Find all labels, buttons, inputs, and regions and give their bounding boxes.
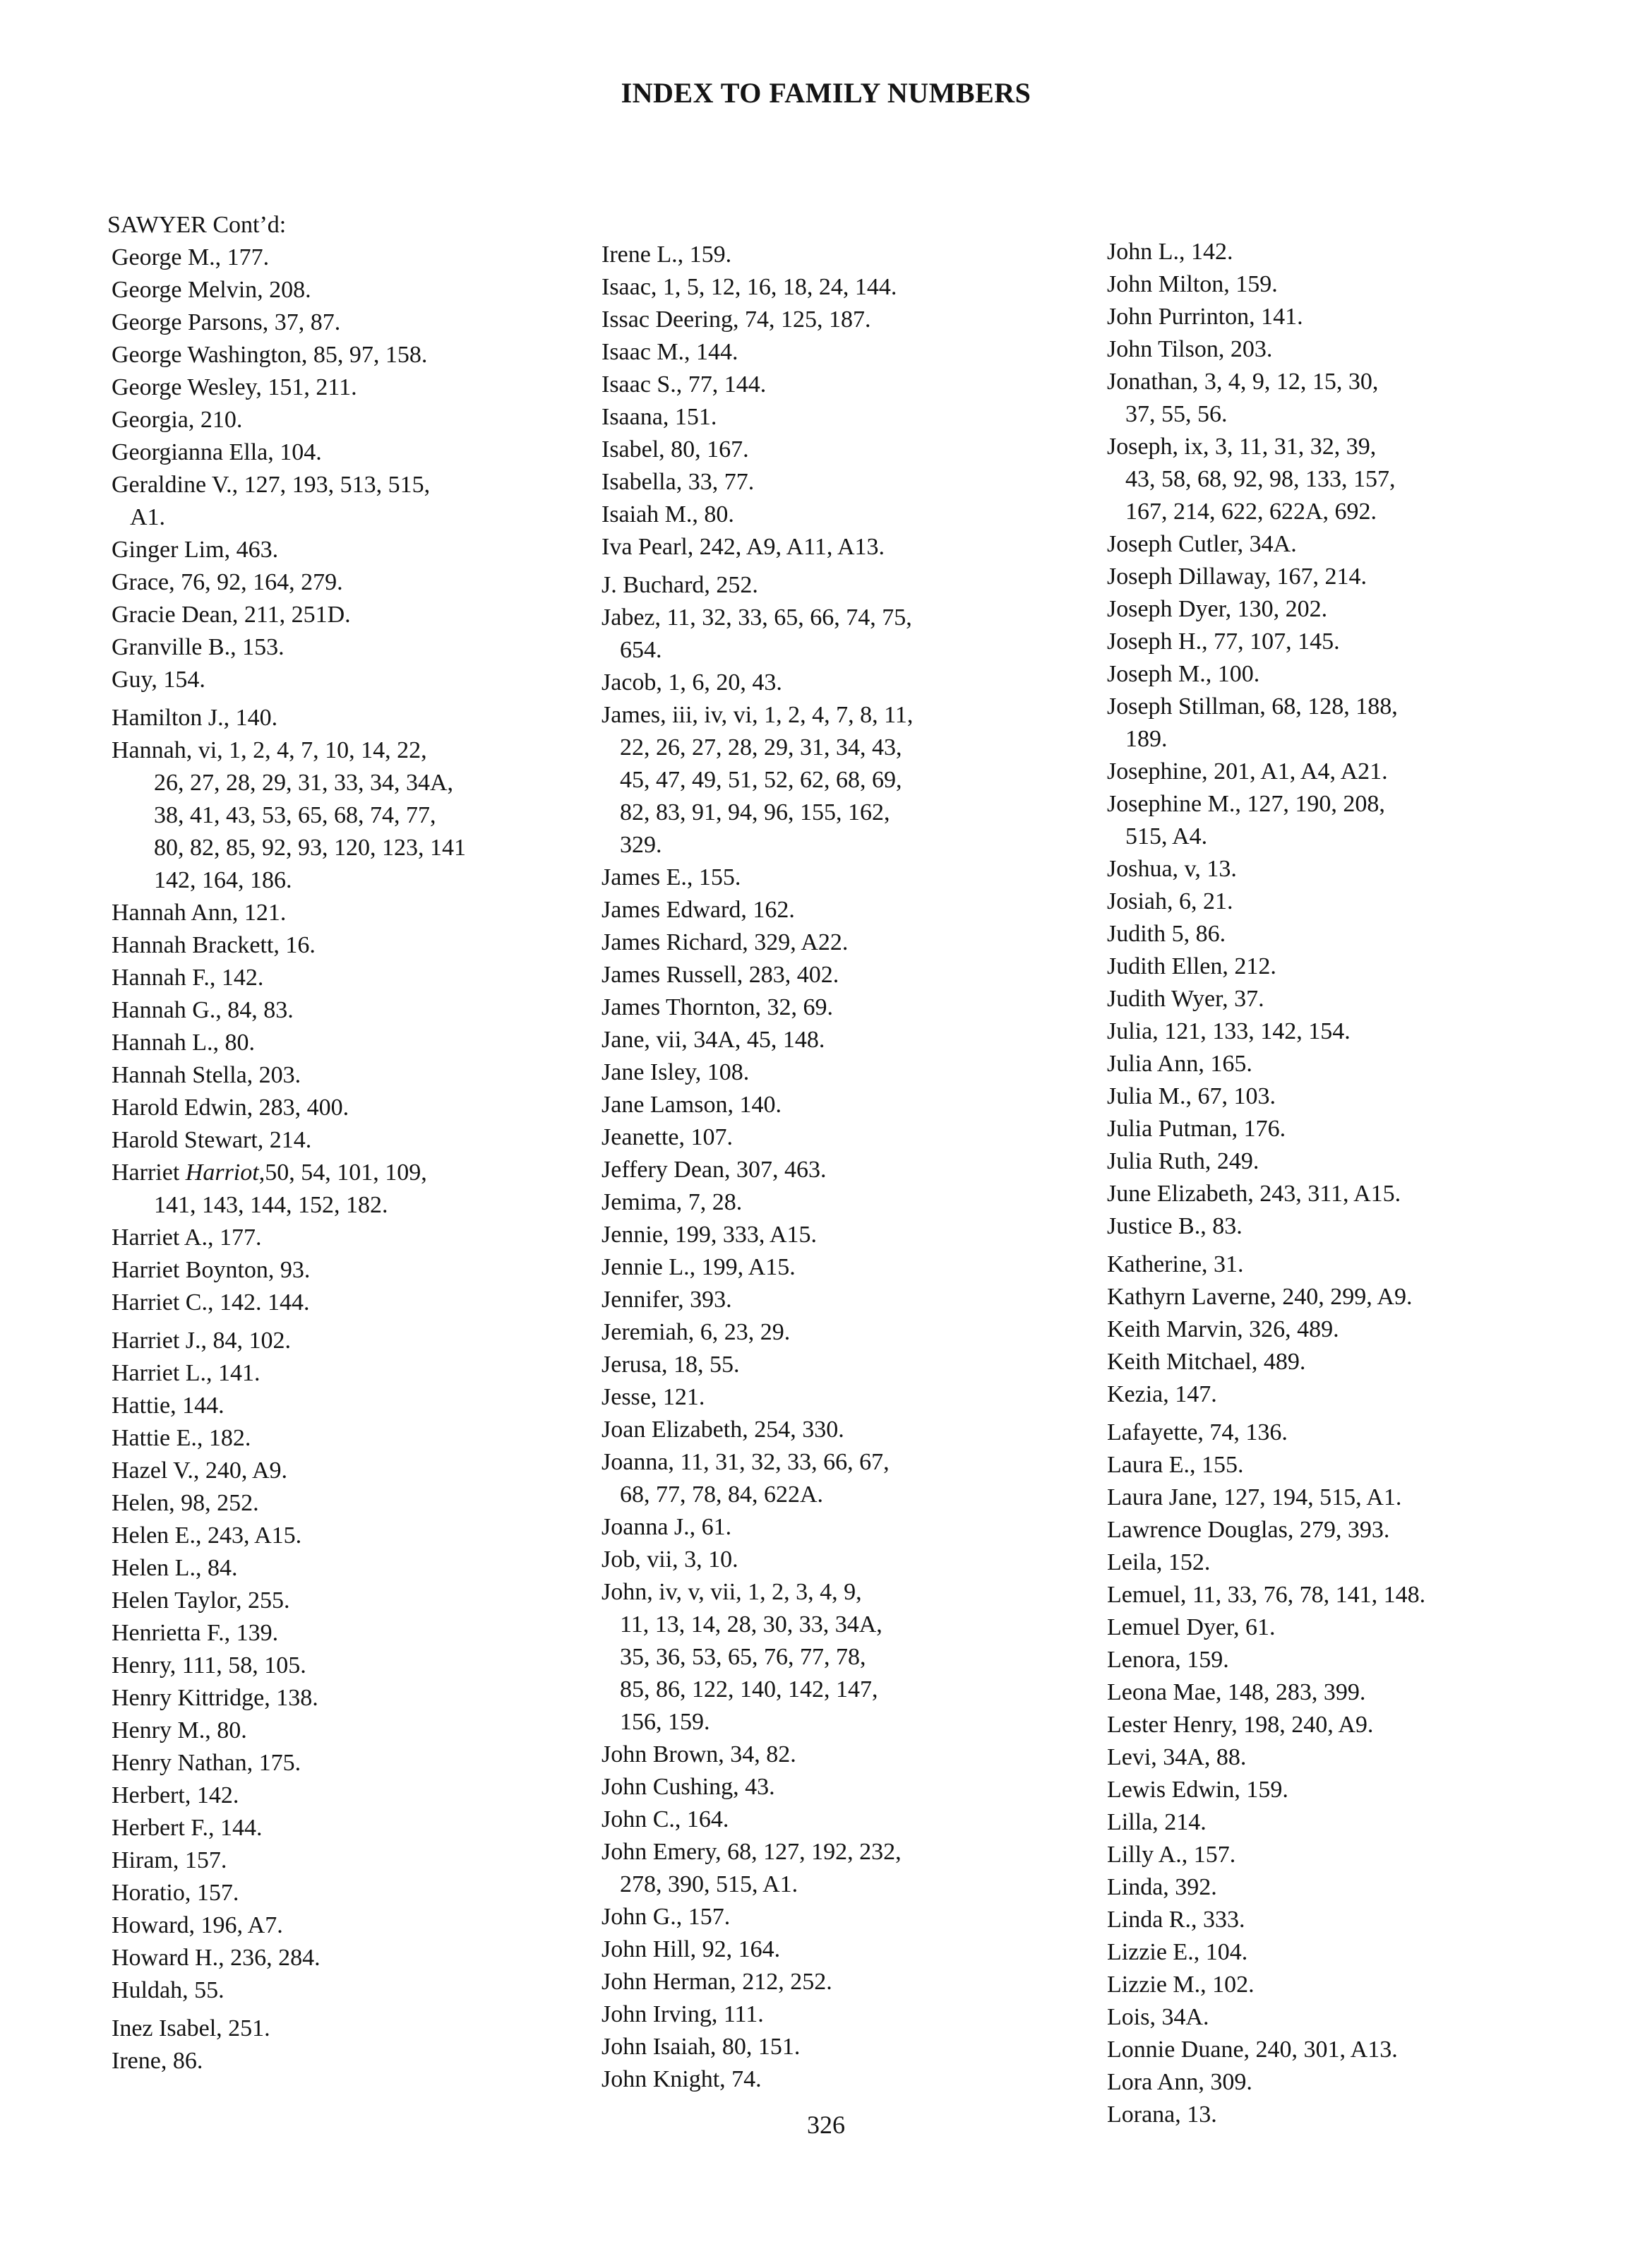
index-entry: Harriet C., 142. 144.: [112, 1289, 310, 1316]
index-entry: Hamilton J., 140.: [112, 705, 278, 731]
index-entry: Lawrence Douglas, 279, 393.: [1107, 1517, 1390, 1543]
index-entry: Hannah Stella, 203.: [112, 1062, 301, 1088]
index-entry: Jennie L., 199, A15.: [601, 1254, 796, 1280]
index-entry: Joseph, ix, 3, 11, 31, 32, 39,: [1107, 434, 1377, 460]
index-entry: Grace, 76, 92, 164, 279.: [112, 569, 343, 595]
index-entry-continuation: 43, 58, 68, 92, 98, 133, 157,: [1125, 466, 1396, 492]
index-entry: Harriet L., 141.: [112, 1360, 261, 1386]
index-entry: John Herman, 212, 252.: [601, 1969, 832, 1995]
index-entry: Jane Isley, 108.: [601, 1059, 750, 1085]
index-entry: Hattie, 144.: [112, 1393, 225, 1419]
index-entry: Issac Deering, 74, 125, 187.: [601, 306, 871, 333]
index-entry-continuation: 45, 47, 49, 51, 52, 62, 68, 69,: [620, 767, 902, 793]
index-entry: Lois, 34A.: [1107, 2004, 1209, 2030]
index-entry-continuation: 80, 82, 85, 92, 93, 120, 123, 141: [154, 835, 466, 861]
index-entry: Isaac S., 77, 144.: [601, 371, 767, 398]
index-entry: Harold Edwin, 283, 400.: [112, 1095, 349, 1121]
index-entry-continuation: 26, 27, 28, 29, 31, 33, 34, 34A,: [154, 770, 454, 796]
index-entry: Julia Putman, 176.: [1107, 1116, 1286, 1142]
index-entry: Henry Kittridge, 138.: [112, 1685, 318, 1711]
index-entry: Inez Isabel, 251.: [112, 2015, 270, 2041]
index-entry: Huldah, 55.: [112, 1977, 225, 2003]
index-entry-continuation: 329.: [620, 832, 662, 858]
index-entry: Isabella, 33, 77.: [601, 469, 755, 495]
index-entry: Levi, 34A, 88.: [1107, 1744, 1247, 1770]
index-entry: Hiram, 157.: [112, 1847, 227, 1873]
index-entry: Lenora, 159.: [1107, 1647, 1229, 1673]
index-entry: Leila, 152.: [1107, 1549, 1211, 1575]
index-entry: Lester Henry, 198, 240, A9.: [1107, 1712, 1374, 1738]
index-entry-continuation: 22, 26, 27, 28, 29, 31, 34, 43,: [620, 734, 902, 761]
index-entry: Guy, 154.: [112, 667, 205, 693]
index-entry-continuation: 167, 214, 622, 622A, 692.: [1125, 499, 1377, 525]
index-entry: John Emery, 68, 127, 192, 232,: [601, 1839, 902, 1865]
index-entry: Josiah, 6, 21.: [1107, 888, 1233, 914]
index-entry: Jerusa, 18, 55.: [601, 1352, 740, 1378]
index-entry: Harriet Harriot,50, 54, 101, 109,: [112, 1159, 427, 1186]
index-entry: Julia, 121, 133, 142, 154.: [1107, 1018, 1351, 1044]
index-entry: Josephine M., 127, 190, 208,: [1107, 791, 1385, 817]
index-entry: John Knight, 74.: [601, 2066, 762, 2092]
index-entry: Henry, 111, 58, 105.: [112, 1652, 306, 1678]
index-entry: Jane, vii, 34A, 45, 148.: [601, 1027, 825, 1053]
index-entry: Helen L., 84.: [112, 1555, 238, 1581]
index-entry-continuation: 35, 36, 53, 65, 76, 77, 78,: [620, 1644, 866, 1670]
index-entry: Irene, 86.: [112, 2048, 203, 2074]
index-entry-continuation: A1.: [130, 504, 166, 530]
page-number: 326: [807, 2111, 845, 2139]
index-entry: Isaana, 151.: [601, 404, 717, 430]
index-entry: Jemima, 7, 28.: [601, 1189, 743, 1215]
index-entry: John Tilson, 203.: [1107, 336, 1273, 362]
index-entry: Geraldine V., 127, 193, 513, 515,: [112, 472, 431, 498]
index-entry: John, iv, v, vii, 1, 2, 3, 4, 9,: [601, 1579, 862, 1605]
index-entry: Helen, 98, 252.: [112, 1490, 259, 1516]
index-entry: Lewis Edwin, 159.: [1107, 1777, 1288, 1803]
index-entry-continuation: 156, 159.: [620, 1709, 710, 1735]
index-entry: Henry M., 80.: [112, 1717, 247, 1743]
index-entry: John L., 142.: [1107, 239, 1233, 265]
index-entry: Julia M., 67, 103.: [1107, 1083, 1276, 1109]
index-entry: James Russell, 283, 402.: [601, 962, 839, 988]
index-entry: Hannah Ann, 121.: [112, 900, 287, 926]
index-section-heading: SAWYER Cont’d:: [107, 212, 287, 238]
index-entry: George Parsons, 37, 87.: [112, 309, 341, 335]
index-entry: John Irving, 111.: [601, 2001, 764, 2027]
index-entry: Jennie, 199, 333, A15.: [601, 1222, 818, 1248]
index-entry-continuation: 82, 83, 91, 94, 96, 155, 162,: [620, 799, 890, 825]
index-entry: Joseph M., 100.: [1107, 661, 1260, 687]
index-entry: Judith Wyer, 37.: [1107, 986, 1264, 1012]
index-entry: Harriet J., 84, 102.: [112, 1328, 292, 1354]
index-entry: John Isaiah, 80, 151.: [601, 2034, 801, 2060]
index-entry: Isabel, 80, 167.: [601, 436, 749, 463]
index-entry: Lora Ann, 309.: [1107, 2069, 1252, 2095]
index-entry: Isaiah M., 80.: [601, 501, 734, 527]
index-entry: Lilly A., 157.: [1107, 1842, 1236, 1868]
index-entry: June Elizabeth, 243, 311, A15.: [1107, 1181, 1401, 1207]
index-entry: Ginger Lim, 463.: [112, 537, 279, 563]
index-entry: Isaac, 1, 5, 12, 16, 18, 24, 144.: [601, 274, 897, 300]
index-entry-continuation: 11, 13, 14, 28, 30, 33, 34A,: [620, 1611, 882, 1638]
page-title: INDEX TO FAMILY NUMBERS: [621, 77, 1031, 109]
index-entry: George Melvin, 208.: [112, 277, 311, 303]
index-entry-continuation: 37, 55, 56.: [1125, 401, 1228, 427]
index-entry: Leona Mae, 148, 283, 399.: [1107, 1679, 1366, 1705]
index-entry: Joseph H., 77, 107, 145.: [1107, 628, 1340, 655]
index-entry: Hannah G., 84, 83.: [112, 997, 294, 1023]
index-entry: Judith Ellen, 212.: [1107, 953, 1276, 979]
index-entry: Hannah L., 80.: [112, 1030, 256, 1056]
index-entry: Harold Stewart, 214.: [112, 1127, 312, 1153]
index-entry: Hazel V., 240, A9.: [112, 1457, 288, 1484]
index-entry: Hannah Brackett, 16.: [112, 932, 316, 958]
index-entry: Jesse, 121.: [601, 1384, 705, 1410]
index-entry: Hattie E., 182.: [112, 1425, 251, 1451]
index-entry: Julia Ann, 165.: [1107, 1051, 1252, 1077]
index-entry: George Wesley, 151, 211.: [112, 374, 357, 400]
index-entry: John Hill, 92, 164.: [601, 1936, 781, 1962]
index-entry: Georgia, 210.: [112, 407, 243, 433]
index-entry-continuation: 68, 77, 78, 84, 622A.: [620, 1481, 824, 1508]
index-entry: Horatio, 157.: [112, 1880, 239, 1906]
index-entry: George M., 177.: [112, 244, 270, 270]
index-entry: Harriet Boynton, 93.: [112, 1257, 311, 1283]
index-entry: Joseph Cutler, 34A.: [1107, 531, 1297, 557]
index-entry: Jabez, 11, 32, 33, 65, 66, 74, 75,: [601, 604, 912, 631]
index-entry: Georgianna Ella, 104.: [112, 439, 322, 465]
index-entry: Harriet A., 177.: [112, 1224, 262, 1251]
index-entry: Judith 5, 86.: [1107, 921, 1226, 947]
index-entry: Lonnie Duane, 240, 301, A13.: [1107, 2037, 1398, 2063]
index-entry-continuation: 142, 164, 186.: [154, 867, 292, 893]
index-entry: Keith Mitchael, 489.: [1107, 1349, 1306, 1375]
index-entry: Helen Taylor, 255.: [112, 1587, 290, 1614]
index-entry: Lorana, 13.: [1107, 2101, 1217, 2128]
index-entry: James Edward, 162.: [601, 897, 795, 923]
index-entry: James E., 155.: [601, 864, 741, 890]
index-entry: John Purrinton, 141.: [1107, 304, 1303, 330]
index-entry: John G., 157.: [601, 1904, 731, 1930]
index-entry: Joanna J., 61.: [601, 1514, 732, 1540]
index-entry: Granville B., 153.: [112, 634, 285, 660]
index-entry: Joseph Dyer, 130, 202.: [1107, 596, 1328, 622]
index-entry: Henrietta F., 139.: [112, 1620, 279, 1646]
index-entry: Joan Elizabeth, 254, 330.: [601, 1417, 844, 1443]
index-entry: J. Buchard, 252.: [601, 572, 758, 598]
index-entry: Jeanette, 107.: [601, 1124, 733, 1150]
index-entry: Irene L., 159.: [601, 242, 732, 268]
index-entry: Joseph Dillaway, 167, 214.: [1107, 564, 1367, 590]
index-entry: George Washington, 85, 97, 158.: [112, 342, 428, 368]
index-entry: Lafayette, 74, 136.: [1107, 1419, 1288, 1445]
index-entry: Joseph Stillman, 68, 128, 188,: [1107, 693, 1398, 720]
index-entry: Joshua, v, 13.: [1107, 856, 1237, 882]
index-entry: Jeffery Dean, 307, 463.: [601, 1157, 827, 1183]
index-entry: Howard, 196, A7.: [112, 1912, 283, 1938]
index-entry: Linda R., 333.: [1107, 1907, 1245, 1933]
index-entry: James Richard, 329, A22.: [601, 929, 849, 955]
index-entry-continuation: 85, 86, 122, 140, 142, 147,: [620, 1676, 878, 1703]
index-entry-continuation: 654.: [620, 637, 662, 663]
index-entry: Lizzie E., 104.: [1107, 1939, 1248, 1965]
index-entry: Joanna, 11, 31, 32, 33, 66, 67,: [601, 1449, 890, 1475]
index-entry: John Milton, 159.: [1107, 271, 1278, 297]
index-entry-continuation: 515, A4.: [1125, 823, 1208, 849]
index-entry: James Thornton, 32, 69.: [601, 994, 834, 1020]
index-entry: Jonathan, 3, 4, 9, 12, 15, 30,: [1107, 369, 1379, 395]
index-entry: Katherine, 31.: [1107, 1251, 1244, 1277]
index-entry: John Cushing, 43.: [601, 1774, 775, 1800]
index-entry-continuation: 278, 390, 515, A1.: [620, 1871, 798, 1897]
index-entry: Justice B., 83.: [1107, 1213, 1243, 1239]
index-entry: Lilla, 214.: [1107, 1809, 1207, 1835]
index-entry: Gracie Dean, 211, 251D.: [112, 602, 351, 628]
index-entry: Hannah, vi, 1, 2, 4, 7, 10, 14, 22,: [112, 737, 427, 763]
index-entry-continuation: 189.: [1125, 726, 1168, 752]
index-entry: Hannah F., 142.: [112, 965, 264, 991]
index-entry: Jennifer, 393.: [601, 1287, 732, 1313]
index-entry: Kathyrn Laverne, 240, 299, A9.: [1107, 1284, 1413, 1310]
index-entry: Laura E., 155.: [1107, 1452, 1244, 1478]
index-entry: John Brown, 34, 82.: [601, 1741, 796, 1767]
index-entry: Jane Lamson, 140.: [601, 1092, 782, 1118]
index-entry-continuation: 141, 143, 144, 152, 182.: [154, 1192, 388, 1218]
index-entry: Iva Pearl, 242, A9, A11, A13.: [601, 534, 885, 560]
index-entry: Herbert, 142.: [112, 1782, 239, 1808]
index-entry: James, iii, iv, vi, 1, 2, 4, 7, 8, 11,: [601, 702, 914, 728]
index-entry: Linda, 392.: [1107, 1874, 1217, 1900]
index-entry: Howard H., 236, 284.: [112, 1945, 321, 1971]
index-entry: Helen E., 243, A15.: [112, 1522, 302, 1549]
index-entry: Job, vii, 3, 10.: [601, 1546, 738, 1573]
index-entry: Henry Nathan, 175.: [112, 1750, 301, 1776]
index-entry: John C., 164.: [601, 1806, 729, 1832]
index-entry: Kezia, 147.: [1107, 1381, 1217, 1407]
index-entry: Laura Jane, 127, 194, 515, A1.: [1107, 1484, 1402, 1510]
index-entry: Jeremiah, 6, 23, 29.: [601, 1319, 791, 1345]
index-entry: Lemuel Dyer, 61.: [1107, 1614, 1276, 1640]
index-entry: Lizzie M., 102.: [1107, 1972, 1255, 1998]
index-entry: Julia Ruth, 249.: [1107, 1148, 1259, 1174]
index-entry: Keith Marvin, 326, 489.: [1107, 1316, 1339, 1342]
index-entry: Lemuel, 11, 33, 76, 78, 141, 148.: [1107, 1582, 1426, 1608]
index-entry: Isaac M., 144.: [601, 339, 738, 365]
index-entry-continuation: 38, 41, 43, 53, 65, 68, 74, 77,: [154, 802, 436, 828]
index-entry: Jacob, 1, 6, 20, 43.: [601, 669, 782, 696]
index-entry: Josephine, 201, A1, A4, A21.: [1107, 758, 1388, 785]
index-entry: Herbert F., 144.: [112, 1815, 263, 1841]
